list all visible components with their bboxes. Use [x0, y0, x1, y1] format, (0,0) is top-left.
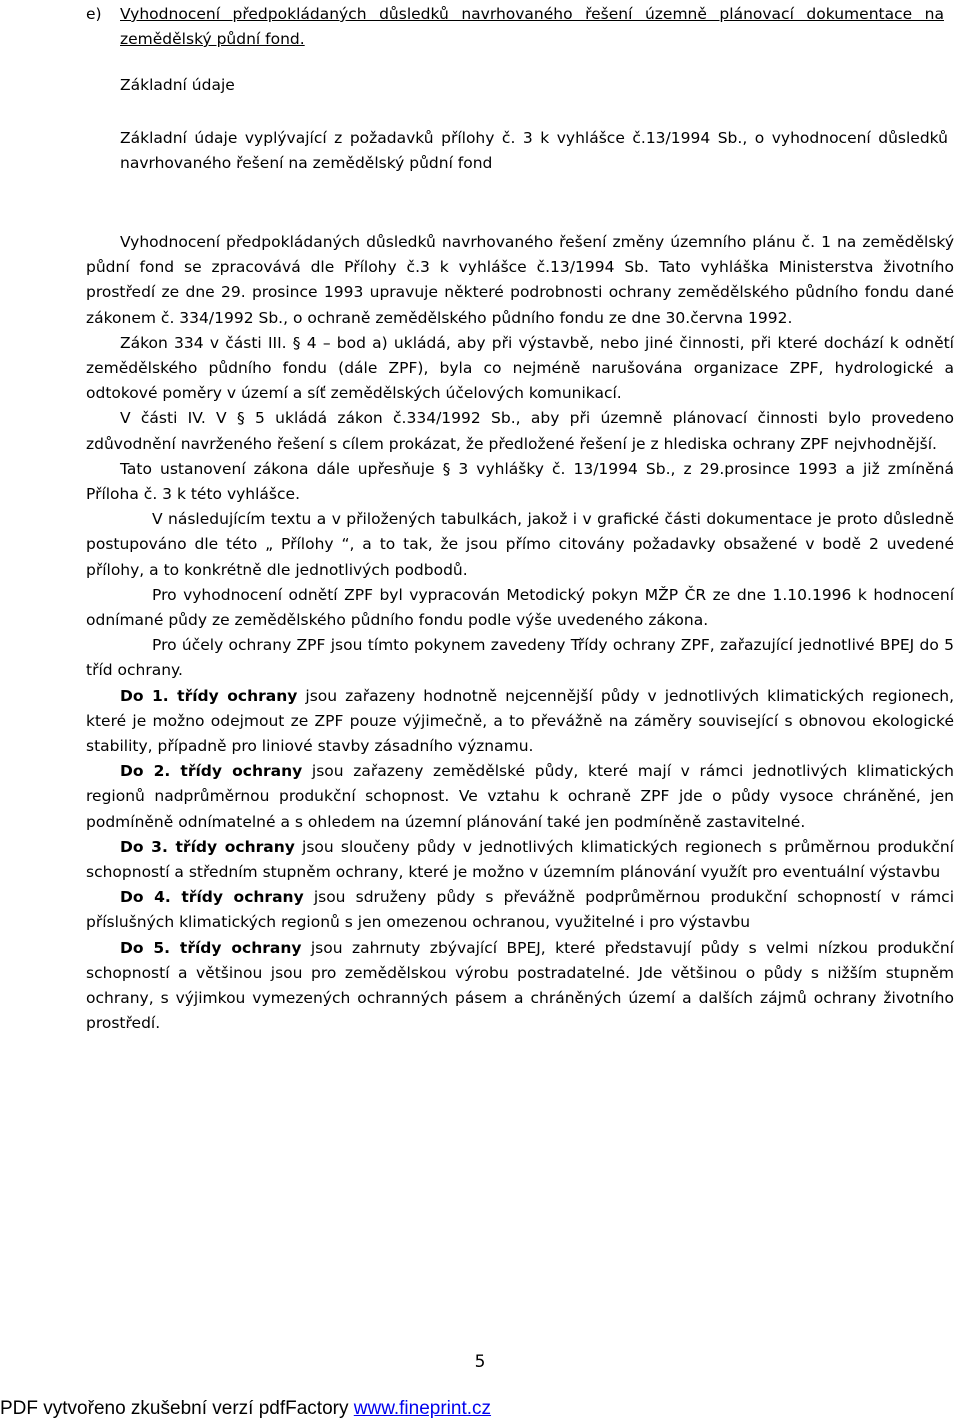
- body-text: [86, 230, 954, 1037]
- class-1-text: jsou zařazeny hodnotně nejcennější půdy v jednotlivých klimatických regionech, které je možno odejmout ze ZPF pouze výjimečně, a to převážně na záměry související s obnovou ekologické stability, případně pro liniové stavby zásadního významu.: [86, 686, 954, 756]
- paragraph-3: V části IV. V § 5 ukládá zákon č.334/1992 Sb., aby při územně plánovací činnosti bylo provedeno zdůvodnění navrženého řešení s cílem prokázat, že předložené řešení je z hlediska ochrany ZPF nejvhodnější.: [86, 409, 954, 453]
- paragraph-6: Pro vyhodnocení odnětí ZPF byl vypracován Metodický pokyn MŽP ČR ze dne 1.10.1996 k hodnocení odnímané půdy ze zemědělského půdního fondu podle výše uvedeného zákona.: [86, 585, 954, 630]
- class-5-label: Do 5. třídy ochrany: [120, 938, 302, 957]
- class-4-paragraph: [86, 885, 954, 935]
- paragraph-7: Pro účely ochrany ZPF jsou tímto pokynem zavedeny Třídy ochrany ZPF, zařazující jednotlivé BPEJ do 5 tříd ochrany.: [86, 636, 954, 680]
- class-2-paragraph: [86, 759, 954, 835]
- class-2-text: jsou zařazeny zemědělské půdy, které mají v rámci jednotlivých klimatických regionů nadprůměrnou produkční schopnost. Ve vztahu k ochraně ZPF jde o půdy vysoce chráněné, jen podmíněně odnímatelné a s ohledem na územní plánování také jen podmíněně zastavitelné.: [86, 762, 954, 831]
- section-title: Základní údaje: [120, 76, 235, 94]
- class-4-text: jsou sdruženy půdy s převážně podprůměrnou produkční schopností v rámci příslušných klimatických regionů s jen omezenou ochranou, využitelné i pro výstavbu: [86, 888, 955, 932]
- footer-link[interactable]: www.fineprint.cz: [353, 1398, 492, 1419]
- class-5-text: jsou zahrnuty zbývající BPEJ, které představují půdy s velmi nízkou produkční schopností a většinou jsou pro zemědělskou výrobu postradatelné. Jde většinou o půdy s nižším stupněm ochrany, s výjimkou vymezených ochranných pásem a chráněných území a dalších zájmů ochrany životního prostředí.: [86, 938, 954, 1033]
- paragraph-1: Vyhodnocení předpokládaných důsledků navrhovaného řešení změny územního plánu č. 1 na zemědělský půdní fond se zpracovává dle Přílohy č.3 k vyhlášce č.13/1994 Sb. Tato vyhláška Ministerstva životního prostředí ze dne 29. prosince 1993 upravuje některé podrobnosti ochrany zemědělského půdního fondu dané zákonem č. 334/1992 Sb., o ochraně zemědělského půdního fondu ze dne 30.června 1992.: [86, 233, 954, 327]
- footer-text: PDF vytvořeno zkušební verzí pdfFactory: [0, 1398, 354, 1419]
- class-4-label: Do 4. třídy ochrany: [120, 888, 304, 907]
- section-letter: e): [86, 5, 102, 23]
- paragraph-5: V následujícím textu a v přiložených tabulkách, jakož i v grafické části dokumentace je proto důsledně postupováno dle této „ Přílohy “, a to tak, že jsou přímo citovány požadavky obsažené v bodě 2 uvedené přílohy, a to konkrétně dle jednotlivých podbodů.: [86, 510, 954, 579]
- class-5-paragraph: [86, 936, 954, 1037]
- class-1-paragraph: [86, 684, 954, 760]
- section-heading-text: Vyhodnocení předpokládaných důsledků navrhovaného řešení územně plánovací dokumentace na zemědělský půdní fond.: [120, 5, 944, 48]
- class-3-paragraph: [86, 835, 954, 885]
- class-3-text: jsou sloučeny půdy v jednotlivých klimatických regionech s průměrnou produkční schopností a středním stupněm ochrany, které je možno v územním plánování využít pro eventuální výstavbu: [86, 837, 954, 882]
- paragraph-2: Zákon 334 v části III. § 4 – bod a) ukládá, aby při výstavbě, nebo jiné činnosti, při které dochází k odnětí zemědělského půdního fondu (dále ZPF), byla co nejméně narušována organizace ZPF, hydrologické a odtokové poměry v území a síť zemědělských účelových komunikací.: [86, 333, 954, 403]
- class-1-label: Do 1. třídy ochrany: [120, 686, 298, 705]
- class-2-label: Do 2. třídy ochrany: [120, 762, 303, 781]
- paragraph-4: Tato ustanovení zákona dále upřesňuje § 3 vyhlášky č. 13/1994 Sb., z 29.prosince 1993 a již zmíněná Příloha č. 3 k této vyhlášce.: [86, 459, 954, 504]
- class-3-label: Do 3. třídy ochrany: [120, 837, 295, 856]
- pdf-footer: [0, 1398, 491, 1420]
- intro-paragraph: Základní údaje vyplývající z požadavků přílohy č. 3 k vyhlášce č.13/1994 Sb., o vyhodnocení důsledků navrhovaného řešení na zemědělský půdní fond: [120, 129, 948, 172]
- page-number: 5: [474, 1352, 486, 1372]
